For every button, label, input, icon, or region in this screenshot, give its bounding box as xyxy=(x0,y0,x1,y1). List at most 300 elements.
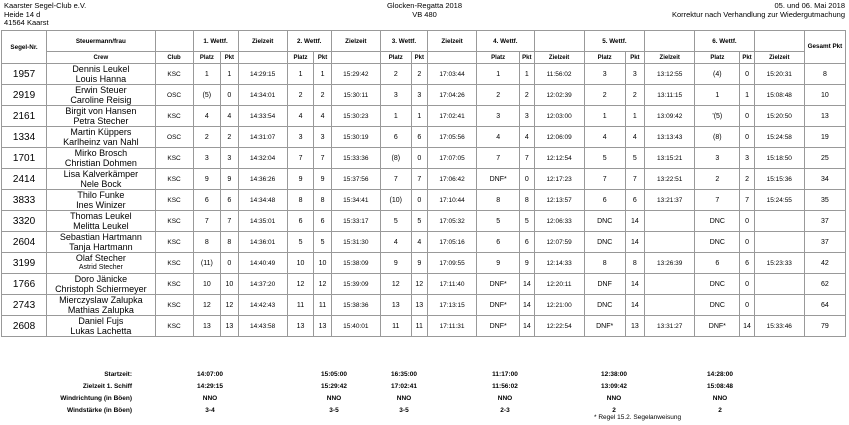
boat-class: VB 480 xyxy=(412,9,437,19)
helmsman-name: Olaf Stecher xyxy=(75,253,126,263)
race-5-finish-time xyxy=(645,274,695,295)
race-1-finish-time: 14:33:54 xyxy=(238,106,287,127)
race-2-finish-time: 15:33:36 xyxy=(331,148,380,169)
table-row xyxy=(2,253,846,274)
race-6-points: 0 xyxy=(740,211,754,232)
club-code: KSC xyxy=(155,64,193,85)
race-3-place: 6 xyxy=(380,127,411,148)
col-wettf-5: 5. Wettf. xyxy=(584,31,644,52)
col-zielzeit-5: Zielzeit xyxy=(645,52,695,64)
race-6-place: 3 xyxy=(695,148,740,169)
race-4-place: 1 xyxy=(477,64,520,85)
table-row xyxy=(2,169,846,190)
sail-number: 2743 xyxy=(2,295,47,316)
race-1-finish-time: 14:37:20 xyxy=(238,274,287,295)
total-points: 37 xyxy=(804,232,845,253)
race-5-points: 4 xyxy=(625,127,644,148)
race-4-finish-time: 12:07:59 xyxy=(534,232,584,253)
race-5-points: 1 xyxy=(625,106,644,127)
race-4-place: 2 xyxy=(477,85,520,106)
col-club-blank xyxy=(155,31,193,52)
race-4-place: 3 xyxy=(477,106,520,127)
header-row-2 xyxy=(2,52,846,64)
crew-names xyxy=(47,295,156,316)
total-points: 10 xyxy=(804,85,845,106)
table-row xyxy=(2,106,846,127)
race-6-place: 2 xyxy=(695,169,740,190)
race-3-finish-time: 17:11:40 xyxy=(428,274,477,295)
race-1-place: 6 xyxy=(193,190,221,211)
race-4-place: 9 xyxy=(477,253,520,274)
col-steuermann: Steuermann/frau xyxy=(47,31,156,52)
race-2-finish-time: 15:38:09 xyxy=(331,253,380,274)
race-4-finish-time: 11:56:02 xyxy=(534,64,584,85)
race-3-points: 2 xyxy=(411,64,427,85)
helmsman-name: Sebastian Hartmann xyxy=(59,232,142,242)
race-6-points: 2 xyxy=(740,169,754,190)
race-1-points: 10 xyxy=(221,274,238,295)
wind-direction-race-6: NNO xyxy=(712,395,728,402)
helmsman-name: Thomas Leukel xyxy=(70,211,132,221)
race-3-place: 1 xyxy=(380,106,411,127)
race-6-points: 6 xyxy=(740,253,754,274)
col-wettf-2: 2. Wettf. xyxy=(287,31,331,52)
race-5-points: 6 xyxy=(625,190,644,211)
wind-strength-race-1: 3-4 xyxy=(205,407,215,414)
race-4-finish-time: 12:06:09 xyxy=(534,127,584,148)
col-zz-2-blank xyxy=(331,52,380,64)
table-row xyxy=(2,64,846,85)
race-4-points: 4 xyxy=(520,127,534,148)
crew-names xyxy=(47,232,156,253)
race-4-place: DNF* xyxy=(477,316,520,337)
total-points: 13 xyxy=(804,106,845,127)
race-6-finish-time: 15:24:55 xyxy=(754,190,804,211)
helmsman-name: Lisa Kalverkämper xyxy=(63,169,139,179)
sail-number: 2604 xyxy=(2,232,47,253)
race-6-finish-time: 15:18:50 xyxy=(754,148,804,169)
race-5-points: 14 xyxy=(625,295,644,316)
race-6-place: DNF* xyxy=(695,316,740,337)
race-5-points: 2 xyxy=(625,85,644,106)
race-1-place: 10 xyxy=(193,274,221,295)
first-finish-race-6: 15:08:48 xyxy=(706,383,734,390)
sail-number: 2608 xyxy=(2,316,47,337)
start-time-label: Startzeit: xyxy=(104,371,132,378)
race-6-finish-time: 15:23:33 xyxy=(754,253,804,274)
race-3-points: 5 xyxy=(411,211,427,232)
race-6-finish-time xyxy=(754,274,804,295)
race-5-finish-time: 13:21:37 xyxy=(645,190,695,211)
crew-names xyxy=(47,169,156,190)
table-row xyxy=(2,127,846,148)
race-3-finish-time: 17:06:42 xyxy=(428,169,477,190)
race-6-finish-time: 15:33:46 xyxy=(754,316,804,337)
race-5-place: DNF* xyxy=(584,316,625,337)
wind-direction-race-4: NNO xyxy=(497,395,513,402)
race-1-place: 8 xyxy=(193,232,221,253)
race-4-points: 2 xyxy=(520,85,534,106)
race-2-finish-time: 15:31:30 xyxy=(331,232,380,253)
race-2-finish-time: 15:30:11 xyxy=(331,85,380,106)
race-5-points: 8 xyxy=(625,253,644,274)
total-points: 79 xyxy=(804,316,845,337)
race-3-finish-time: 17:03:44 xyxy=(428,64,477,85)
sail-number: 1957 xyxy=(2,64,47,85)
race-1-finish-time: 14:34:48 xyxy=(238,190,287,211)
race-1-finish-time: 14:36:26 xyxy=(238,169,287,190)
race-2-points: 8 xyxy=(314,190,331,211)
start-time-race-4: 11:17:00 xyxy=(492,371,518,378)
race-2-finish-time: 15:30:19 xyxy=(331,127,380,148)
helmsman-name: Doro Jänicke xyxy=(74,274,128,284)
race-2-finish-time: 15:38:36 xyxy=(331,295,380,316)
first-finish-race-2: 15:29:42 xyxy=(320,383,348,390)
start-time-row xyxy=(0,371,849,383)
race-6-finish-time: 15:24:58 xyxy=(754,127,804,148)
race-5-finish-time: 13:11:15 xyxy=(645,85,695,106)
race-2-place: 12 xyxy=(287,274,314,295)
helmsman-name: Dennis Leukel xyxy=(72,64,130,74)
wind-strength-label: Windstärke (in Böen) xyxy=(67,407,132,414)
race-5-place: DNC xyxy=(584,232,625,253)
race-5-place: DNC xyxy=(584,295,625,316)
race-4-points: 14 xyxy=(520,274,534,295)
race-4-place: 8 xyxy=(477,190,520,211)
helmsman-name: Mirko Brosch xyxy=(74,148,128,158)
race-5-finish-time: 13:31:27 xyxy=(645,316,695,337)
race-6-place: DNC xyxy=(695,274,740,295)
race-3-finish-time: 17:09:55 xyxy=(428,253,477,274)
race-6-finish-time: 15:20:31 xyxy=(754,64,804,85)
total-points: 42 xyxy=(804,253,845,274)
race-1-points: 0 xyxy=(221,85,238,106)
race-4-finish-time: 12:06:33 xyxy=(534,211,584,232)
race-1-points: 1 xyxy=(221,64,238,85)
race-6-place: DNC xyxy=(695,232,740,253)
race-6-place: DNC xyxy=(695,211,740,232)
col-wettf-4: 4. Wettf. xyxy=(477,31,534,52)
crew-name: Nele Bock xyxy=(80,179,122,189)
race-4-points: 1 xyxy=(520,64,534,85)
race-1-finish-time: 14:32:04 xyxy=(238,148,287,169)
race-4-finish-time: 12:13:57 xyxy=(534,190,584,211)
race-5-points: 14 xyxy=(625,274,644,295)
race-1-place: 12 xyxy=(193,295,221,316)
race-4-points: 7 xyxy=(520,148,534,169)
wind-strength-race-6: 2 xyxy=(718,407,722,414)
race-1-points: 2 xyxy=(221,127,238,148)
club-code: KSC xyxy=(155,190,193,211)
club-name: Kaarster Segel-Club e.V. xyxy=(4,1,87,10)
race-5-points: 5 xyxy=(625,148,644,169)
sail-number: 3199 xyxy=(2,253,47,274)
sail-number: 2414 xyxy=(2,169,47,190)
race-5-place: DNF xyxy=(584,274,625,295)
race-1-points: 6 xyxy=(221,190,238,211)
col-platz-6: Platz xyxy=(695,52,740,64)
crew-names xyxy=(47,85,156,106)
crew-names xyxy=(47,148,156,169)
race-1-points: 4 xyxy=(221,106,238,127)
race-2-place: 5 xyxy=(287,232,314,253)
wind-strength-race-5: 2 xyxy=(612,407,616,414)
col-club: Club xyxy=(155,52,193,64)
race-1-place: (11) xyxy=(193,253,221,274)
race-1-finish-time: 14:31:07 xyxy=(238,127,287,148)
club-code: OSC xyxy=(155,127,193,148)
race-2-finish-time: 15:30:23 xyxy=(331,106,380,127)
race-2-points: 6 xyxy=(314,211,331,232)
race-4-points: 8 xyxy=(520,190,534,211)
race-6-points: 7 xyxy=(740,190,754,211)
crew-names xyxy=(47,64,156,85)
total-points: 25 xyxy=(804,148,845,169)
race-6-place: (4) xyxy=(695,64,740,85)
date-block xyxy=(672,2,845,19)
col-zz-3-blank xyxy=(428,52,477,64)
race-2-place: 2 xyxy=(287,85,314,106)
race-4-finish-time: 12:20:11 xyxy=(534,274,584,295)
race-2-points: 9 xyxy=(314,169,331,190)
club-code: OSC xyxy=(155,85,193,106)
club-code: KSC xyxy=(155,169,193,190)
race-4-finish-time: 12:03:00 xyxy=(534,106,584,127)
club-code: KSC xyxy=(155,148,193,169)
crew-names xyxy=(47,190,156,211)
sail-number: 3833 xyxy=(2,190,47,211)
race-2-place: 11 xyxy=(287,295,314,316)
race-5-place: 1 xyxy=(584,106,625,127)
race-2-points: 11 xyxy=(314,295,331,316)
race-4-place: DNF* xyxy=(477,295,520,316)
club-code: KSC xyxy=(155,232,193,253)
wind-direction-race-3: NNO xyxy=(396,395,412,402)
sail-number: 3320 xyxy=(2,211,47,232)
race-6-points: 0 xyxy=(740,295,754,316)
race-5-place: 7 xyxy=(584,169,625,190)
race-6-finish-time xyxy=(754,295,804,316)
race-3-points: 0 xyxy=(411,148,427,169)
col-wettf-1: 1. Wettf. xyxy=(193,31,238,52)
helmsman-name: Thilo Funke xyxy=(77,190,125,200)
crew-name: Caroline Reisig xyxy=(70,95,132,105)
col-platz-5: Platz xyxy=(584,52,625,64)
race-3-finish-time: 17:13:15 xyxy=(428,295,477,316)
table-row xyxy=(2,190,846,211)
club-code: KSC xyxy=(155,106,193,127)
col-wettf-6: 6. Wettf. xyxy=(695,31,754,52)
race-5-place: 4 xyxy=(584,127,625,148)
club-code: KSC xyxy=(155,295,193,316)
col-zielzeit-4: Zielzeit xyxy=(534,52,584,64)
race-4-place: DNF* xyxy=(477,274,520,295)
race-3-finish-time: 17:05:32 xyxy=(428,211,477,232)
race-4-place: 6 xyxy=(477,232,520,253)
club-code: KSC xyxy=(155,211,193,232)
race-5-finish-time: 13:13:43 xyxy=(645,127,695,148)
crew-name: Melitta Leukel xyxy=(73,221,129,231)
race-3-place: 2 xyxy=(380,64,411,85)
start-time-race-1: 14:07:00 xyxy=(196,371,224,378)
wind-direction-label: Windrichtung (in Böen) xyxy=(60,395,132,402)
total-points: 8 xyxy=(804,64,845,85)
first-finish-race-3: 17:02:41 xyxy=(390,383,418,390)
race-3-finish-time: 17:10:44 xyxy=(428,190,477,211)
race-6-points: 3 xyxy=(740,148,754,169)
race-1-points: 8 xyxy=(221,232,238,253)
race-5-finish-time: 13:09:42 xyxy=(645,106,695,127)
race-4-points: 14 xyxy=(520,295,534,316)
race-3-points: 3 xyxy=(411,85,427,106)
race-3-points: 7 xyxy=(411,169,427,190)
race-1-place: 7 xyxy=(193,211,221,232)
crew-names xyxy=(47,106,156,127)
first-finish-race-4: 11:56:02 xyxy=(492,383,518,390)
col-zz-1-blank xyxy=(238,52,287,64)
total-points: 19 xyxy=(804,127,845,148)
race-1-place: 3 xyxy=(193,148,221,169)
race-6-place: (8) xyxy=(695,127,740,148)
race-1-points: 0 xyxy=(221,253,238,274)
race-6-points: 0 xyxy=(740,232,754,253)
race-5-finish-time: 13:26:39 xyxy=(645,253,695,274)
race-2-points: 4 xyxy=(314,106,331,127)
race-5-place: 8 xyxy=(584,253,625,274)
table-row xyxy=(2,316,846,337)
race-3-place: 4 xyxy=(380,232,411,253)
race-2-finish-time: 15:34:41 xyxy=(331,190,380,211)
crew-names xyxy=(47,127,156,148)
race-4-finish-time: 12:02:39 xyxy=(534,85,584,106)
race-6-points: 0 xyxy=(740,106,754,127)
helmsman-name: Daniel Fujs xyxy=(78,316,124,326)
start-time-race-5: 12:38:00 xyxy=(600,371,628,378)
race-1-place: 9 xyxy=(193,169,221,190)
race-4-points: 3 xyxy=(520,106,534,127)
table-row xyxy=(2,274,846,295)
helmsman-name: Birgit von Hansen xyxy=(65,106,137,116)
race-5-points: 13 xyxy=(625,316,644,337)
race-4-place: 5 xyxy=(477,211,520,232)
race-6-finish-time xyxy=(754,211,804,232)
club-code: KSC xyxy=(155,274,193,295)
crew-name: Karlheinz van Nahl xyxy=(63,137,139,147)
race-3-place: (10) xyxy=(380,190,411,211)
wind-direction-race-2: NNO xyxy=(326,395,342,402)
event-date: 05. und 06. Mai 2018 xyxy=(774,1,845,10)
helmsman-name: Erwin Steuer xyxy=(75,85,127,95)
col-pkt-1: Pkt xyxy=(221,52,238,64)
total-points: 34 xyxy=(804,169,845,190)
first-finish-race-1: 14:29:15 xyxy=(196,383,224,390)
race-6-points: 14 xyxy=(740,316,754,337)
col-segel-nr: Segel-Nr. xyxy=(2,31,47,64)
race-1-finish-time: 14:42:43 xyxy=(238,295,287,316)
col-pkt-2: Pkt xyxy=(314,52,331,64)
col-platz-2: Platz xyxy=(287,52,314,64)
first-finish-race-5: 13:09:42 xyxy=(600,383,628,390)
race-3-place: 3 xyxy=(380,85,411,106)
start-time-race-6: 14:28:00 xyxy=(706,371,734,378)
race-6-points: 0 xyxy=(740,64,754,85)
race-5-place: 3 xyxy=(584,64,625,85)
race-3-points: 0 xyxy=(411,190,427,211)
col-platz-3: Platz xyxy=(380,52,411,64)
crew-name: Ines Winizer xyxy=(76,200,126,210)
sail-number: 1766 xyxy=(2,274,47,295)
race-5-finish-time: 13:12:55 xyxy=(645,64,695,85)
sail-number: 2919 xyxy=(2,85,47,106)
total-points: 35 xyxy=(804,190,845,211)
race-2-points: 3 xyxy=(314,127,331,148)
race-1-finish-time: 14:36:01 xyxy=(238,232,287,253)
race-5-finish-time xyxy=(645,211,695,232)
race-4-place: DNF* xyxy=(477,169,520,190)
col-wettf-3: 3. Wettf. xyxy=(380,31,427,52)
race-4-finish-time: 12:21:00 xyxy=(534,295,584,316)
col-zielzeit-2: Zielzeit xyxy=(331,31,380,52)
crew-names xyxy=(47,316,156,337)
race-2-finish-time: 15:33:17 xyxy=(331,211,380,232)
rule-footnote: * Regel 15.2. Segelanweisung xyxy=(594,414,682,421)
crew-names xyxy=(47,274,156,295)
race-4-points: 6 xyxy=(520,232,534,253)
race-2-place: 3 xyxy=(287,127,314,148)
sail-number: 1701 xyxy=(2,148,47,169)
total-points: 64 xyxy=(804,295,845,316)
race-5-place: 2 xyxy=(584,85,625,106)
crew-names xyxy=(47,211,156,232)
crew-name: Christoph Schiermeyer xyxy=(55,284,147,294)
race-1-place: 13 xyxy=(193,316,221,337)
race-4-points: 0 xyxy=(520,169,534,190)
race-3-points: 6 xyxy=(411,127,427,148)
total-points: 37 xyxy=(804,211,845,232)
race-3-points: 9 xyxy=(411,253,427,274)
race-5-finish-time: 13:15:21 xyxy=(645,148,695,169)
race-4-finish-time: 12:14:33 xyxy=(534,253,584,274)
race-3-points: 12 xyxy=(411,274,427,295)
table-row xyxy=(2,85,846,106)
first-finish-row xyxy=(0,383,849,395)
race-3-points: 4 xyxy=(411,232,427,253)
race-6-place: 7 xyxy=(695,190,740,211)
club-city: 41564 Kaarst xyxy=(4,18,49,27)
crew-name: Mathias Zalupka xyxy=(67,305,134,315)
wind-direction-race-1: NNO xyxy=(202,395,218,402)
race-4-place: 7 xyxy=(477,148,520,169)
race-5-points: 3 xyxy=(625,64,644,85)
crew-name: Christian Dohmen xyxy=(64,158,137,168)
col-zielzeit-1: Zielzeit xyxy=(238,31,287,52)
club-street: Heide 14 d xyxy=(4,9,41,19)
crew-name: Astrid Stecher xyxy=(78,264,123,271)
race-3-finish-time: 17:11:31 xyxy=(428,316,477,337)
race-4-place: 4 xyxy=(477,127,520,148)
race-5-points: 7 xyxy=(625,169,644,190)
col-pkt-5: Pkt xyxy=(625,52,644,64)
table-row xyxy=(2,211,846,232)
race-6-points: 0 xyxy=(740,274,754,295)
race-1-points: 3 xyxy=(221,148,238,169)
race-2-points: 1 xyxy=(314,64,331,85)
race-4-points: 9 xyxy=(520,253,534,274)
col-zielzeit-3: Zielzeit xyxy=(428,31,477,52)
race-1-place: (5) xyxy=(193,85,221,106)
crew-name: Louis Hanna xyxy=(75,74,127,84)
race-2-place: 9 xyxy=(287,169,314,190)
